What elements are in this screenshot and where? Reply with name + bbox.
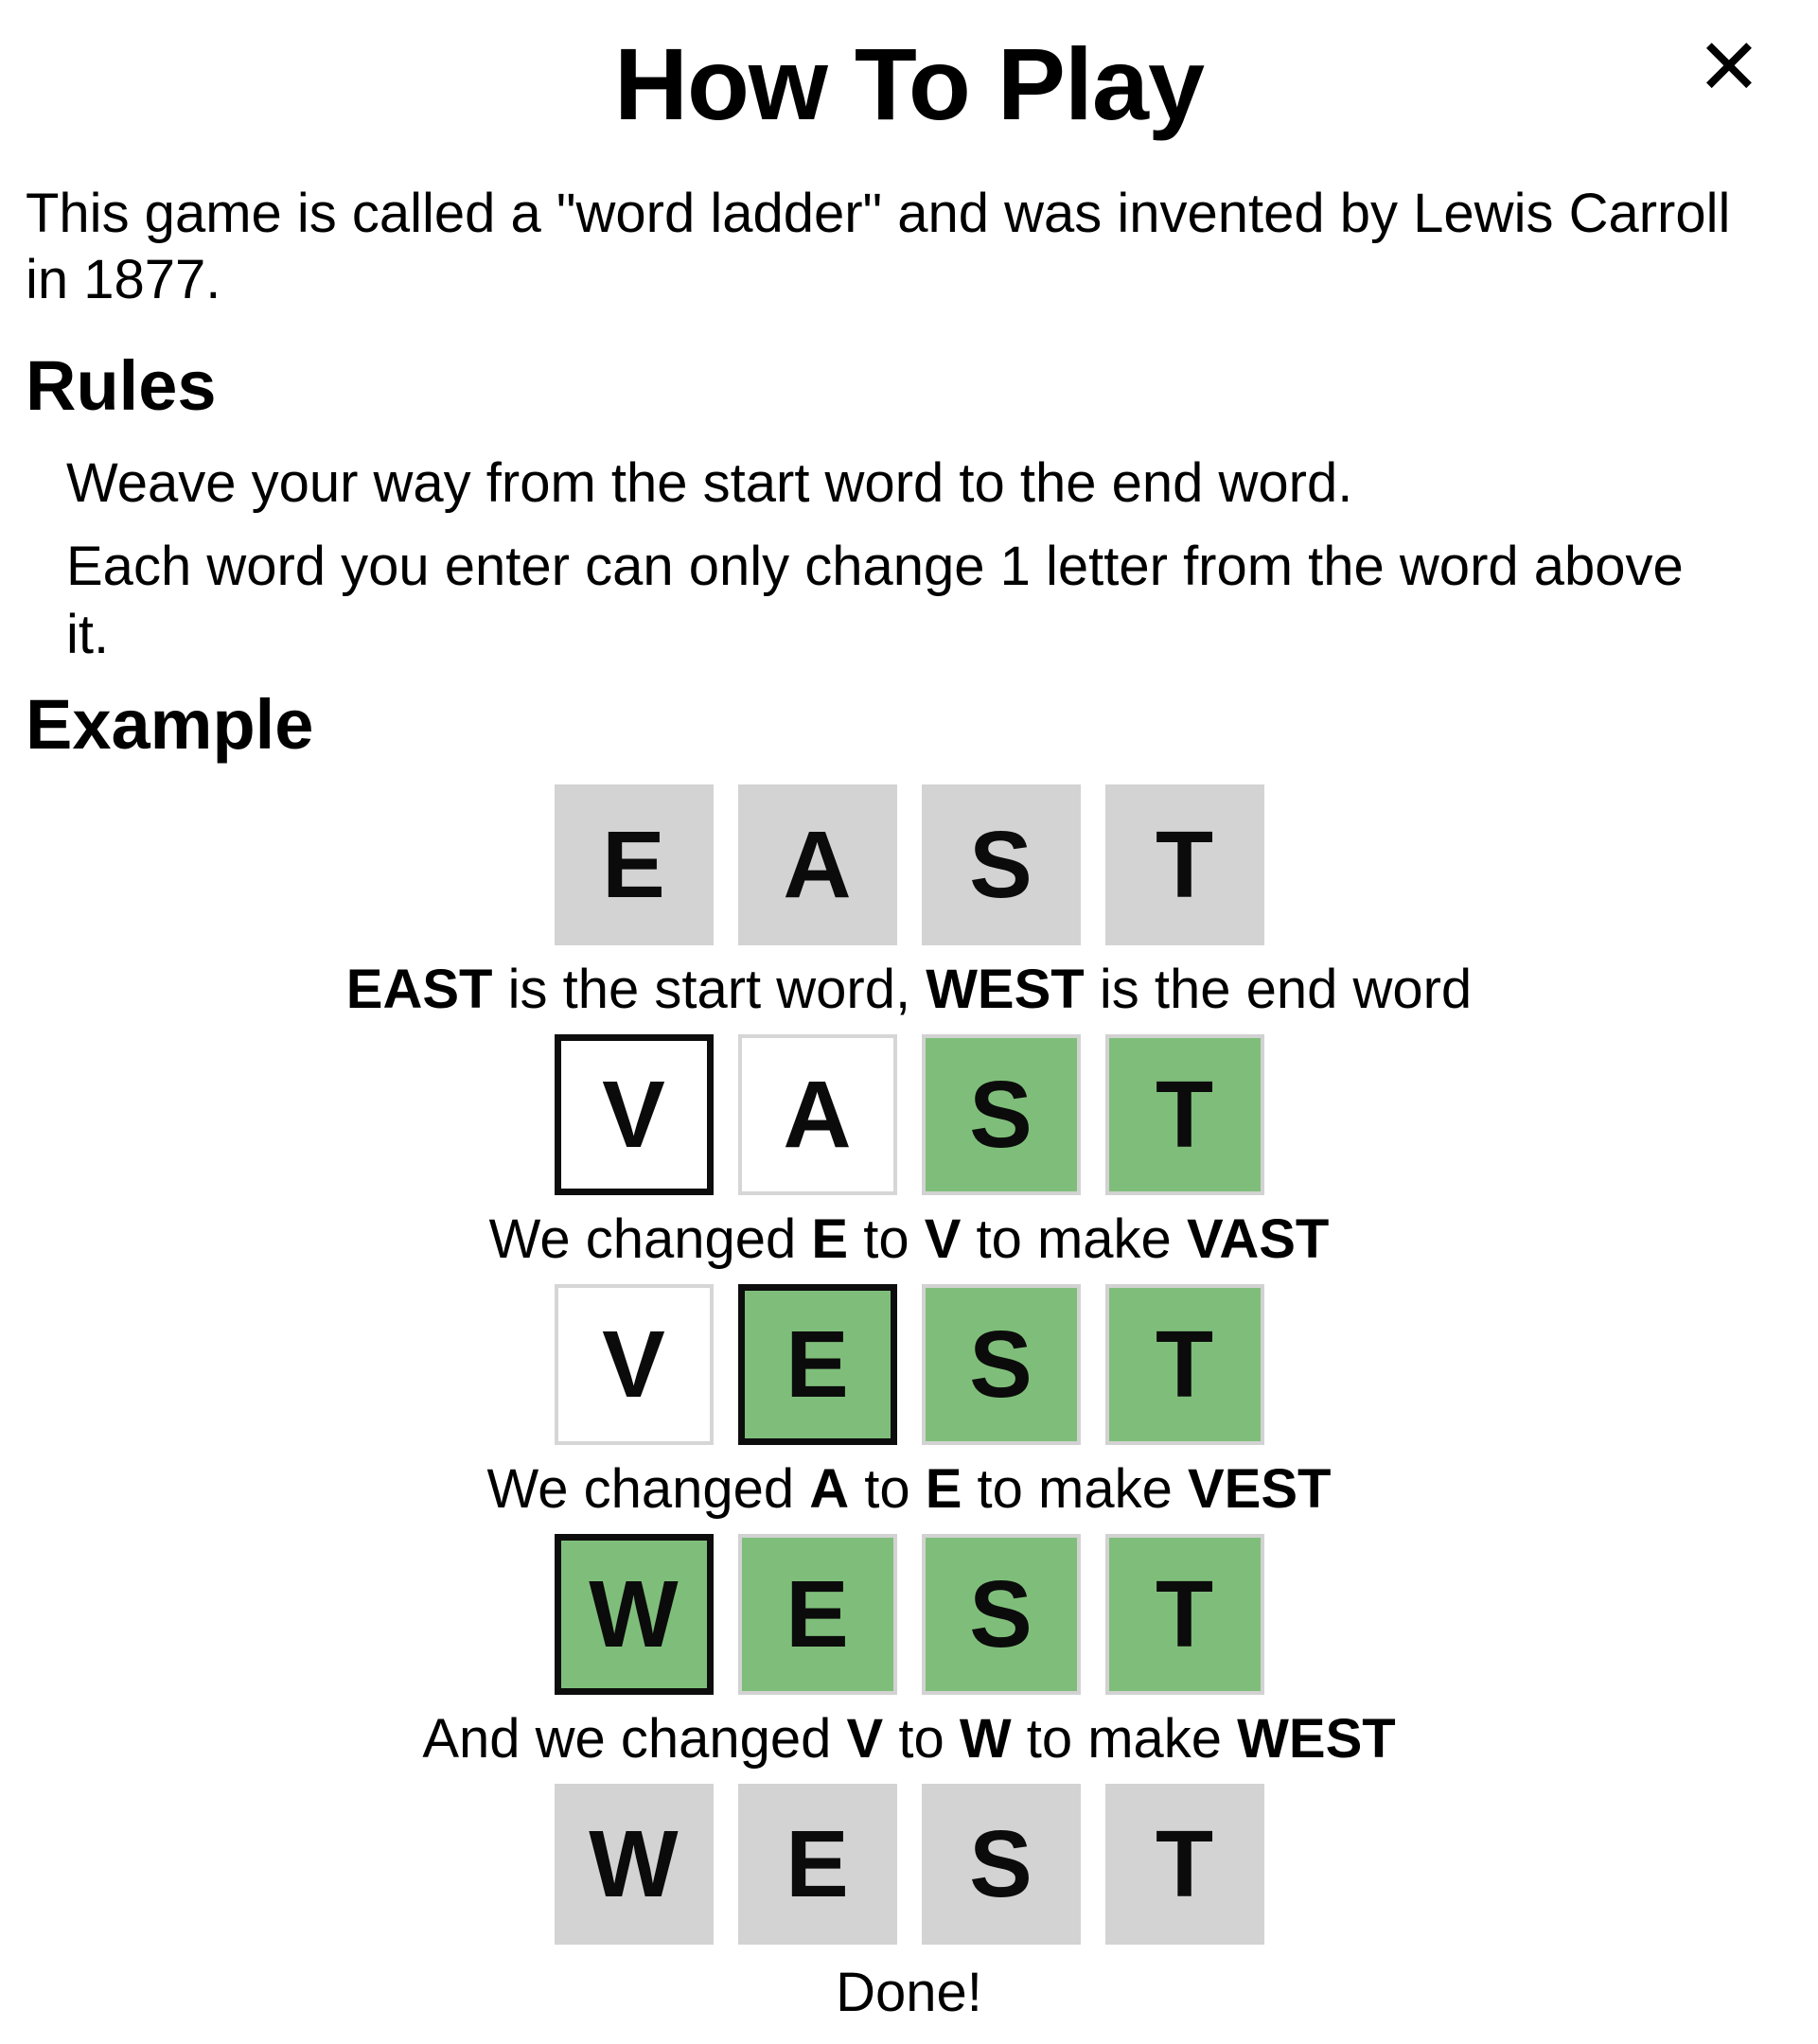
caption-text: is the start word, (492, 959, 927, 1020)
caption-text: is the end word (1084, 959, 1473, 1020)
caption-text: to (849, 1458, 926, 1520)
caption-text: to make (962, 1458, 1188, 1520)
caption-text: And we changed (422, 1708, 847, 1770)
word-row-vast (26, 1034, 1792, 1195)
rules-heading: Rules (26, 346, 217, 425)
caption-bold-text: EAST (345, 959, 493, 1020)
letter-tile: A (738, 784, 897, 945)
caption-text: from the word above it. (66, 536, 1684, 665)
letter-tile: E (738, 1284, 897, 1445)
letter-tile: T (1105, 784, 1264, 945)
letter-tile: S (922, 784, 1081, 945)
caption-text: Weave your way from the start word to the end word. (66, 452, 1353, 514)
letter-tile: E (738, 1784, 897, 1945)
close-icon: ✕ (1696, 23, 1762, 113)
example-steps (26, 784, 1792, 2024)
caption-bold-text: A (809, 1458, 850, 1520)
caption-bold-text: VEST (1187, 1458, 1332, 1520)
letter-tile: V (555, 1034, 714, 1195)
letter-tile: S (922, 1034, 1081, 1195)
caption-bold-text: E (811, 1208, 849, 1270)
caption-bold-text: VAST (1186, 1208, 1330, 1270)
close-button[interactable] (1682, 21, 1776, 115)
caption-text: to make (1011, 1708, 1238, 1770)
caption-text: Done! (836, 1962, 982, 2023)
letter-tile: T (1105, 1534, 1264, 1695)
caption-bold-text: V (846, 1708, 884, 1770)
letter-tile: A (738, 1034, 897, 1195)
letter-tile: S (922, 1284, 1081, 1445)
rule-item (66, 449, 1713, 518)
letter-tile: S (922, 1784, 1081, 1945)
modal-title: How To Play (613, 26, 1205, 141)
letter-tile: T (1105, 1784, 1264, 1945)
caption-bold-text: E (925, 1458, 962, 1520)
rule-item (66, 533, 1713, 669)
word-row-west (26, 1784, 1792, 1945)
letter-tile: T (1105, 1034, 1264, 1195)
step-caption (26, 1708, 1792, 1771)
caption-bold-text: W (959, 1708, 1012, 1770)
step-caption (26, 1208, 1792, 1271)
rules-list (26, 449, 1792, 669)
letter-tile: T (1105, 1284, 1264, 1445)
step-caption (26, 1458, 1792, 1521)
letter-tile: W (555, 1534, 714, 1695)
caption-text: Each word you enter (66, 536, 586, 597)
caption-bold-text: WEST (926, 959, 1085, 1020)
caption-text: to (848, 1208, 925, 1270)
word-row-east (26, 784, 1792, 945)
letter-tile: E (738, 1534, 897, 1695)
caption-text: We changed (488, 1208, 812, 1270)
letter-tile: E (555, 784, 714, 945)
done-caption (26, 1962, 1792, 2024)
letter-tile: W (555, 1784, 714, 1945)
caption-text: to make (961, 1208, 1187, 1270)
intro-text: This game is called a "word ladder" and was invented by Lewis Carroll in 1877. (26, 183, 1731, 310)
word-row-west (26, 1534, 1792, 1695)
caption-bold-text: WEST (1237, 1708, 1396, 1770)
letter-tile: V (555, 1284, 714, 1445)
word-row-vest (26, 1284, 1792, 1445)
caption-text: We changed (486, 1458, 810, 1520)
example-heading: Example (26, 685, 314, 764)
letter-tile: S (922, 1534, 1081, 1695)
caption-bold-text: can only change 1 letter (585, 536, 1168, 597)
step-caption (26, 959, 1792, 1021)
caption-text: to (883, 1708, 960, 1770)
caption-bold-text: V (924, 1208, 962, 1270)
